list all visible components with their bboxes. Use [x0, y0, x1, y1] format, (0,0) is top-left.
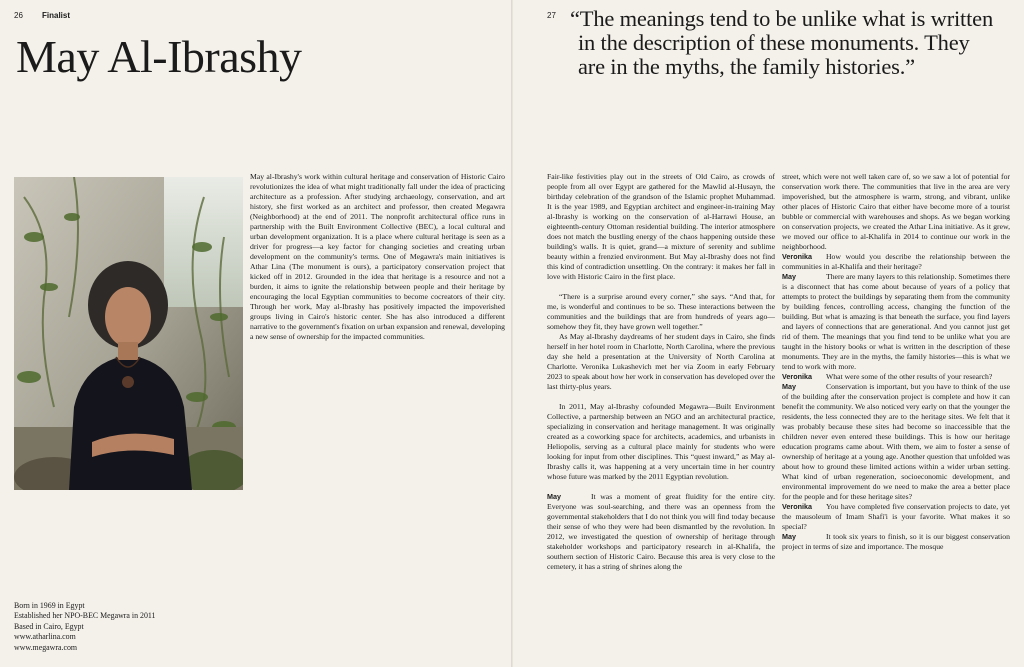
speaker-label: May — [782, 382, 796, 391]
paragraph: “There is a surprise around every corner,” she says. “And that, for me, is wonderful and continues to be so. These interactions between the communities and the buildings that are from hundreds of years ago—somehow they fit, they have grown well together.” — [547, 292, 775, 331]
section-label: Finalist — [42, 11, 71, 20]
page-title: May Al-Ibrashy — [16, 31, 302, 82]
page-number-right: 27 — [547, 11, 556, 20]
article-column-1 — [547, 172, 775, 662]
answer-text: It was a moment of great fluidity for the entire city. Everyone was soul-searching, and there was an openness from the governmental stakeholders that I do not think you will find today because their sense of who they were had been dismantled by the revolution. In 2012, we investigated the question of ownership of heritage through stakeholder workshops and participatory research in al-Khalifa, the southern section of Historic Cairo. Because this area is very close to the cemetery, it has a string of shrines along the — [547, 492, 775, 571]
pull-quote: “The meanings tend to be unlike what is written in the description of these monuments. They are in the myths, the family histories.” — [570, 6, 993, 79]
qa-answer — [782, 532, 1010, 552]
page-gutter — [511, 0, 513, 667]
info-line: Born in 1969 in Egypt — [14, 601, 85, 610]
info-block — [14, 601, 156, 653]
info-line: Based in Cairo, Egypt — [14, 621, 84, 631]
answer-text: Conservation is important, but you have to think of the use of the building after the conservation project is complete and how it can benefit the community. We also noticed very early on that the younger the residents, the less connected they are to the heritage sites. We felt that it was probably because these sites had become so inaccessible that the children never even entered these buildings. This is how our heritage education programs came about. With them, we aim to foster a sense of ownership of heritage at a young age. Another question that unfolded was about how to ground these limited actions within a wider urban setting. What kind of urban regeneration, socioeconomic development, and environmental improvement do we need to make the area a better place for the people and for these heritage sites? — [782, 382, 1010, 501]
portrait-photo — [14, 177, 243, 490]
qa-question — [782, 252, 1010, 272]
speaker-label: Veronika — [782, 502, 812, 511]
question-text: How would you describe the relationship between the communities in al-Khalifa and their heritage? — [782, 252, 1010, 271]
info-link[interactable]: www.megawra.com — [14, 642, 78, 652]
question-text: What were some of the other results of your research? — [826, 372, 993, 381]
speaker-label: Veronika — [782, 252, 812, 261]
paragraph: In 2011, May al-Ibrashy cofounded Megawra—Built Environment Collective, a partnership between an NGO and an architectural practice, specializing in conservation and heritage management. It was originally created as a coworking space for architects, academics, and urbanists in Heliopolis, serving as a cultural place mainly for students who were looking for input from other disciplines. This “quest inward,” as May al-Ibrashy calls it, was happening at a very uncertain time in her country whose future was marked by the 2011 Egyptian revolution. — [547, 402, 775, 481]
speaker-label: May — [782, 272, 796, 281]
info-line: Established her NPO-BEC Megawra in 2011 — [14, 611, 156, 621]
qa-answer — [782, 272, 1010, 372]
qa-answer — [547, 492, 775, 572]
paragraph: Fair-like festivities play out in the streets of Old Cairo, as crowds of people from all over Egypt are gathered for the Mawlid al-Husayn, the birthday celebration of the grandson of the Islamic prophet Muhammad. It is the year 1989, and Egyptian architect and engineer-in-training May al-Ibrashy is working on the conservation of al-Harrawi House, an eighteenth-century Ottoman residential building. The interior atmosphere does not match the bustling energy of the chaos happening outside these building's walls. It is quiet, grand—a mixture of serenity and sublime beauty within a frenzied environment. But May al-Ibrashy does not find this kind of contradiction unsettling. On the contrary: it makes her fall in love with Historic Cairo in the first place. — [547, 172, 775, 281]
speaker-label: May — [782, 532, 796, 541]
speaker-label: May — [547, 492, 561, 501]
article-column-2 — [782, 172, 1010, 662]
speaker-label: Veronika — [782, 372, 812, 381]
answer-text: It took six years to finish, so it is our biggest conservation project in terms of size and importance. The mosque — [782, 532, 1010, 551]
answer-text: There are many layers to this relationship. Sometimes there is a disconnect that has come about because of years of a policy that attempts to protect the buildings by separating them from the community by building fences, controlling access, changing the function of the building. But what is amazing is that beneath the surface, you find layers and layers of connections that are generational. And you cannot just get rid of them. The meanings that you find tend to be unlike what you are taught in the history books or what is written in the description of these monuments. They are in the myths, the family histories—this is what we tend to work with more. — [782, 272, 1010, 371]
qa-question — [782, 502, 1010, 532]
paragraph: street, which were not well taken care of, so we saw a lot of potential for conservation work there. The communities that live in the area are very impoverished, but the atmosphere is warm, strong, and vibrant, unlike other places of Historic Cairo that either have become more of a tourist bubble or commercial with warehouses and shops. As we began working on conservation projects, we created the Athar Lina initiative. As it grew, we moved our office to al-Khalifa in 2014 to continue our work in the neighborhood. — [782, 172, 1010, 251]
info-link[interactable]: www.atharlina.com — [14, 632, 76, 642]
page-number-left: 26 — [14, 11, 23, 20]
question-text: You have completed five conservation projects to date, yet the mausoleum of Imam Shafi'i is your favorite. What makes it so special? — [782, 502, 1010, 531]
qa-answer — [782, 382, 1010, 502]
paragraph: As May al-Ibrashy daydreams of her student days in Cairo, she finds herself in her hotel room in Charlotte, North Carolina, where the previous day she held a presentation at the University of North Carolina at Charlotte. Veronika Lukashevich met her via Zoom in early February 2023 to speak about how her work in conservation has developed over the last thirty-plus years. — [547, 332, 775, 391]
qa-question — [782, 372, 1010, 382]
intro-text: May al-Ibrashy's work within cultural heritage and conservation of Historic Cairo revolutionizes the idea of what might traditionally fall under the idea of practicing architecture as a profession. After studying archaeology, conservation, and art history, she first worked as an architect and professor, then created Megawra (Neighborhood) at the end of 2011. The nonprofit architectural office runs in partnership with the Built Environment Collective (BEC), a local cultural and urban development organization. It is a place where cultural heritage is seen as a driver for progress—a key factor for changing societies and creating urban development on the community's terms. One of Megawra's main initiatives is Athar Lina (The monument is ours), a participatory conservation project that kicked off in 2012. Grounded in the idea that heritage is a resource and not a burden, it aims to ignite the relationship between people and their heritage by encouraging the local Egyptian communities to become cocreators of their city. Through her work, May al-Ibrashy has positively impacted the impoverished groups living in Cairo's historic center. She has also introduced a different narrative to the government's fixation on urban expansion and renewal, developing a new sense of ownership for the impacted communities. — [250, 172, 505, 341]
